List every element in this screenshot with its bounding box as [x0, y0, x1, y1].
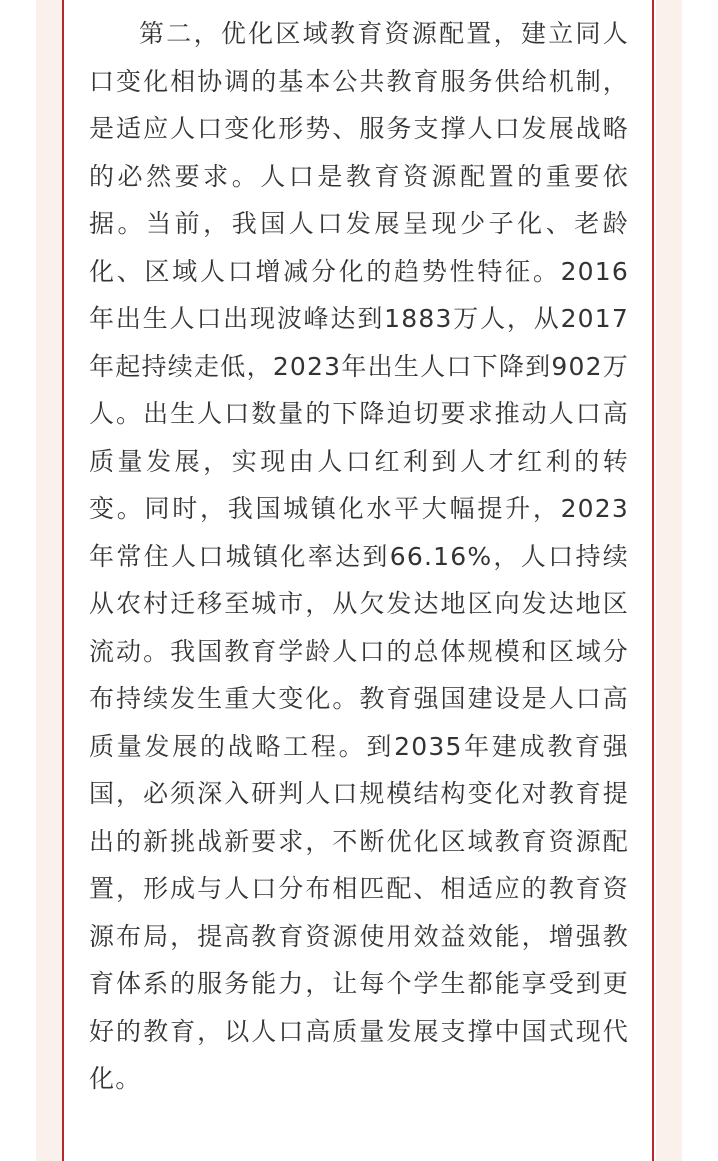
article-paragraph: 第二，优化区域教育资源配置，建立同人口变化相协调的基本公共教育服务供给机制，是适应人口变化形势、服务支撑人口发展战略的必然要求。人口是教育资源配置的重要依据。当前，我国人口发展呈现少子化、老龄化、区域人口增减分化的趋势性特征。2016年出生人口出现波峰达到1883万人，从2017年起持续走低，2023年出生人口下降到902万人。出生人口数量的下降迫切要求推动人口高质量发展，实现由人口红利到人才红利的转变。同时，我国城镇化水平大幅提升，2023年常住人口城镇化率达到66.16%，人口持续从农村迁移至城市，从欠发达地区向发达地区流动。我国教育学龄人口的总体规模和区域分布持续发生重大变化。教育强国建设是人口高质量发展的战略工程。到2035年建成教育强国，必须深入研判人口规模结构变化对教育提出的新挑战新要求，不断优化区域教育资源配置，形成与人口分布相匹配、相适应的教育资源布局，提高教育资源使用效益效能，增强教育体系的服务能力，让每个学生都能享受到更好的教育，以人口高质量发展支撑中国式现代化。 — [89, 19, 629, 1093]
left-decorative-strip — [36, 0, 62, 1161]
right-decorative-strip — [656, 0, 682, 1161]
